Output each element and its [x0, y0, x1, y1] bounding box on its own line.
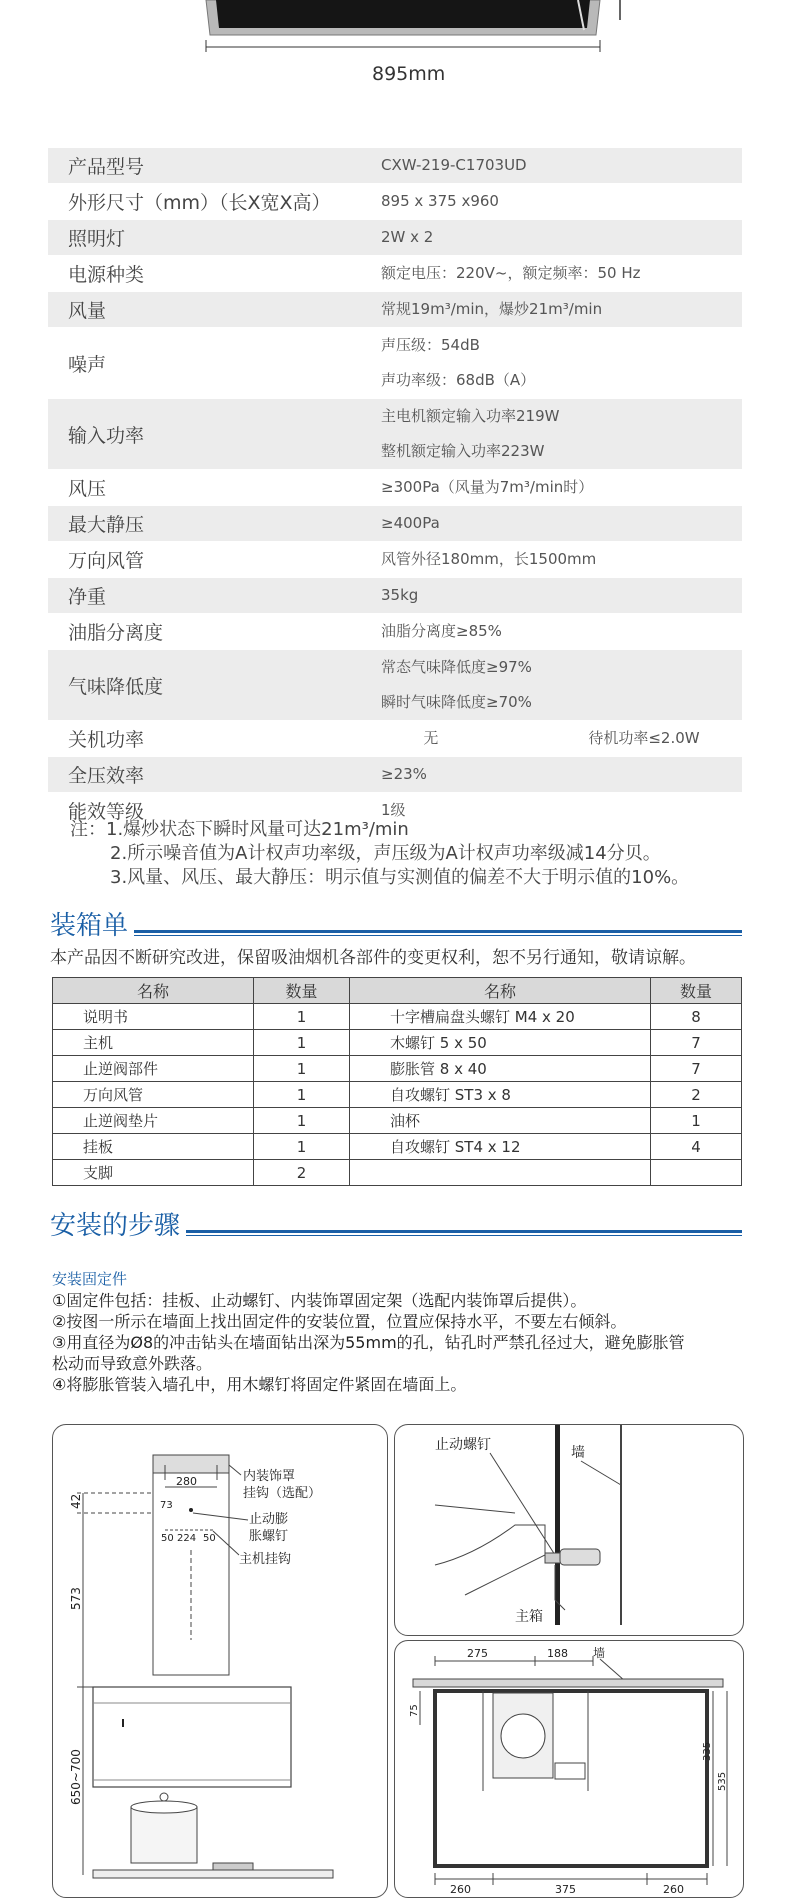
- packing-item-name: 十字槽扁盘头螺钉 M4 x 20: [350, 1004, 651, 1030]
- packing-header-row: [53, 978, 742, 1004]
- spec-row: [48, 328, 742, 399]
- spec-label: 油脂分离度: [68, 622, 164, 644]
- spec-notes: [70, 818, 770, 890]
- install-subtitle: 安装固定件: [52, 1270, 128, 1288]
- spec-row: [48, 148, 742, 184]
- wall-label-top: 墙: [593, 1646, 606, 1660]
- spec-row: [48, 220, 742, 256]
- spec-row: [48, 470, 742, 506]
- dim-260-left: 260: [450, 1883, 471, 1896]
- packing-item-qty: [651, 1160, 742, 1186]
- note-1: 注：1.爆炒状态下瞬时风量可达21m³/min: [70, 819, 409, 840]
- note-2: 2.所示噪音值为A计权声功率级，声压级为A计权声功率级减14分贝。: [110, 843, 661, 864]
- packing-item-name: 自攻螺钉 ST3 x 8: [350, 1082, 651, 1108]
- packing-item-name: 油杯: [350, 1108, 651, 1134]
- spec-value-line: 风管外径180mm，长1500mm: [381, 550, 597, 568]
- packing-row: [53, 1056, 742, 1082]
- step-3: ③用直径为Ø8的冲击钻头在墙面钻出深为55mm的孔，钻孔时严禁孔径过大，避免膨胀管: [52, 1333, 685, 1352]
- packing-item-name: 说明书: [53, 1004, 254, 1030]
- spec-row: [48, 184, 742, 220]
- spec-label: 关机功率: [68, 729, 145, 751]
- spec-label: 噪声: [68, 353, 107, 376]
- dim-280: 280: [176, 1475, 197, 1488]
- spec-label: 气味降低度: [68, 675, 164, 698]
- spec-value: [381, 328, 742, 398]
- spec-value-line: 主电机额定输入功率219W: [381, 407, 560, 425]
- packing-item-qty: 1: [254, 1082, 350, 1108]
- dim-50-a: 50: [161, 1533, 174, 1544]
- packing-table: [52, 977, 742, 1186]
- spec-value-line: 常态气味降低度≥97%: [381, 658, 532, 676]
- spec-row: [48, 292, 742, 328]
- spec-value: [381, 256, 742, 291]
- spec-value-line: 声压级：54dB: [381, 336, 480, 354]
- spec-value: [381, 506, 742, 541]
- install-steps: [52, 1290, 752, 1395]
- spec-label: 净重: [68, 586, 107, 608]
- spec-value-line: 2W x 2: [381, 228, 434, 246]
- diagram-wall-mounting: [52, 1424, 388, 1898]
- packing-item-qty: 1: [254, 1030, 350, 1056]
- spec-value: [381, 148, 742, 183]
- step-4: ④将膨胀管装入墙孔中，用木螺钉将固定件紧固在墙面上。: [52, 1375, 467, 1394]
- cover-hook-label-1: 内装饰罩: [243, 1469, 296, 1484]
- packing-item-name: 万向风管: [53, 1082, 254, 1108]
- spec-label: 能效等级: [68, 801, 145, 823]
- packing-item-qty: 2: [254, 1160, 350, 1186]
- packing-item-qty: 1: [254, 1108, 350, 1134]
- col-qty-2: 数量: [651, 978, 742, 1004]
- packing-item-name: 主机: [53, 1030, 254, 1056]
- packing-item-qty: 8: [651, 1004, 742, 1030]
- install-title: 安装的步骤: [50, 1211, 181, 1241]
- stop-screw-label-2: 胀螺钉: [249, 1529, 289, 1544]
- stop-screw-label: 止动螺钉: [435, 1437, 491, 1453]
- dim-73: 73: [160, 1500, 173, 1511]
- packing-item-name: 止逆阀部件: [53, 1056, 254, 1082]
- packing-row: [53, 1030, 742, 1056]
- spec-row: [48, 614, 742, 650]
- spec-value: [381, 721, 742, 756]
- main-hook-label: 主机挂钩: [239, 1552, 292, 1567]
- spec-label: 外形尺寸（mm）（长X宽X高）: [68, 192, 331, 214]
- packing-item-qty: 4: [651, 1134, 742, 1160]
- col-name-2: 名称: [350, 978, 651, 1004]
- spec-label: 风量: [68, 300, 107, 322]
- spec-value-line: ≥23%: [381, 765, 427, 783]
- spec-row: [48, 721, 742, 757]
- spec-value-line: 895 x 375 x960: [381, 192, 499, 210]
- spec-row: [48, 506, 742, 542]
- spec-value: [381, 220, 742, 255]
- spec-value: [381, 470, 742, 505]
- packing-item-qty: 7: [651, 1056, 742, 1082]
- spec-value-line: 35kg: [381, 586, 419, 604]
- packing-item-qty: 1: [254, 1004, 350, 1030]
- diagram-top-view: [394, 1640, 744, 1898]
- spec-value: [381, 757, 742, 792]
- dim-650-700: 650~700: [69, 1749, 83, 1805]
- spec-row: [48, 578, 742, 614]
- packing-item-name: 止逆阀垫片: [53, 1108, 254, 1134]
- spec-row: [48, 757, 742, 793]
- packing-item-qty: 1: [254, 1134, 350, 1160]
- packing-row: [53, 1004, 742, 1030]
- spec-value-line: ≥400Pa: [381, 514, 440, 532]
- spec-value-line: 待机功率≤2.0W: [588, 729, 700, 747]
- spec-label: 电源种类: [68, 264, 145, 286]
- spec-label: 输入功率: [68, 424, 145, 447]
- packing-note: 本产品因不断研究改进，保留吸油烟机各部件的变更权利，恕不另行通知，敬请谅解。: [50, 948, 696, 968]
- step-3-cont: 松动而导致意外跌落。: [52, 1354, 213, 1373]
- top-view-drawing: [395, 1641, 743, 1897]
- spec-value-line: 常规19m³/min，爆炒21m³/min: [381, 300, 603, 318]
- packing-item-name: 木螺钉 5 x 50: [350, 1030, 651, 1056]
- spec-value: [381, 399, 742, 469]
- packing-item-qty: 1: [254, 1056, 350, 1082]
- dim-260-right: 260: [663, 1883, 684, 1896]
- packing-row: [53, 1108, 742, 1134]
- dim-75: 75: [409, 1704, 420, 1717]
- spec-value-line: 1级: [381, 801, 406, 819]
- step-2: ②按图一所示在墙面上找出固定件的安装位置，位置应保持水平，不要左右倾斜。: [52, 1312, 627, 1331]
- packing-item-name: [350, 1160, 651, 1186]
- dim-535: 535: [717, 1771, 728, 1791]
- packing-item-qty: 1: [651, 1108, 742, 1134]
- spec-value-line: 无: [423, 729, 439, 747]
- dim-224: 224: [177, 1533, 197, 1544]
- spec-value: [381, 578, 742, 613]
- stop-screw-label-1: 止动膨: [249, 1512, 289, 1527]
- packing-item-qty: 2: [651, 1082, 742, 1108]
- spec-row: [48, 256, 742, 292]
- spec-row: [48, 650, 742, 721]
- spec-value: [381, 614, 742, 649]
- spec-label: 照明灯: [68, 228, 126, 250]
- dim-573: 573: [69, 1587, 83, 1610]
- packing-item-name: 膨胀管 8 x 40: [350, 1056, 651, 1082]
- dim-42: 42: [69, 1493, 83, 1509]
- box-label: 主箱: [515, 1609, 543, 1625]
- spec-label: 全压效率: [68, 765, 145, 787]
- dim-335: 335: [702, 1741, 713, 1761]
- packing-row: [53, 1082, 742, 1108]
- spec-label: 产品型号: [68, 156, 145, 178]
- note-3: 3.风量、风压、最大静压：明示值与实测值的偏差不大于明示值的10%。: [110, 867, 690, 888]
- spec-value-line: 油脂分离度≥85%: [381, 622, 502, 640]
- wall-mounting-drawing: [53, 1425, 387, 1897]
- packing-item-name: 自攻螺钉 ST4 x 12: [350, 1134, 651, 1160]
- spec-table: [48, 148, 742, 829]
- packing-header: [50, 905, 742, 942]
- dim-275: 275: [467, 1647, 488, 1660]
- install-header: [50, 1205, 742, 1242]
- spec-label: 最大静压: [68, 514, 145, 536]
- spec-value-line: CXW-219-C1703UD: [381, 156, 527, 174]
- spec-value: [381, 542, 742, 577]
- packing-item-qty: 7: [651, 1030, 742, 1056]
- packing-title: 装箱单: [50, 911, 129, 941]
- spec-label: 风压: [68, 478, 107, 500]
- spec-row: [48, 399, 742, 470]
- dim-188: 188: [547, 1647, 568, 1660]
- spec-value: [381, 184, 742, 219]
- dim-50-b: 50: [203, 1533, 216, 1544]
- spec-value: [381, 650, 742, 720]
- spec-label: 万向风管: [68, 550, 145, 572]
- step-1: ①固定件包括：挂板、止动螺钉、内装饰罩固定架（选配内装饰罩后提供）。: [52, 1291, 587, 1310]
- spec-value-line: 瞬时气味降低度≥70%: [381, 693, 532, 711]
- spec-value: [381, 292, 742, 327]
- cover-hook-label-2: 挂钩（选配）: [243, 1486, 322, 1501]
- width-dimension: 895mm: [372, 63, 446, 85]
- hood-front-drawing: [0, 0, 790, 100]
- col-qty-1: 数量: [254, 978, 350, 1004]
- spec-value-line: ≥300Pa（风量为7m³/min时）: [381, 478, 594, 496]
- spec-value-line: 声功率级：68dB（A）: [381, 371, 536, 389]
- spec-row: [48, 542, 742, 578]
- packing-row: [53, 1134, 742, 1160]
- wall-label: 墙: [571, 1445, 585, 1461]
- diagram-stop-screw: [394, 1424, 744, 1636]
- dim-375: 375: [555, 1883, 576, 1896]
- packing-item-name: 支脚: [53, 1160, 254, 1186]
- stop-screw-drawing: [395, 1425, 743, 1635]
- spec-value-line: 额定电压：220V~，额定频率：50 Hz: [381, 264, 641, 282]
- spec-value-line: 整机额定输入功率223W: [381, 442, 545, 460]
- packing-row: [53, 1160, 742, 1186]
- col-name-1: 名称: [53, 978, 254, 1004]
- packing-item-name: 挂板: [53, 1134, 254, 1160]
